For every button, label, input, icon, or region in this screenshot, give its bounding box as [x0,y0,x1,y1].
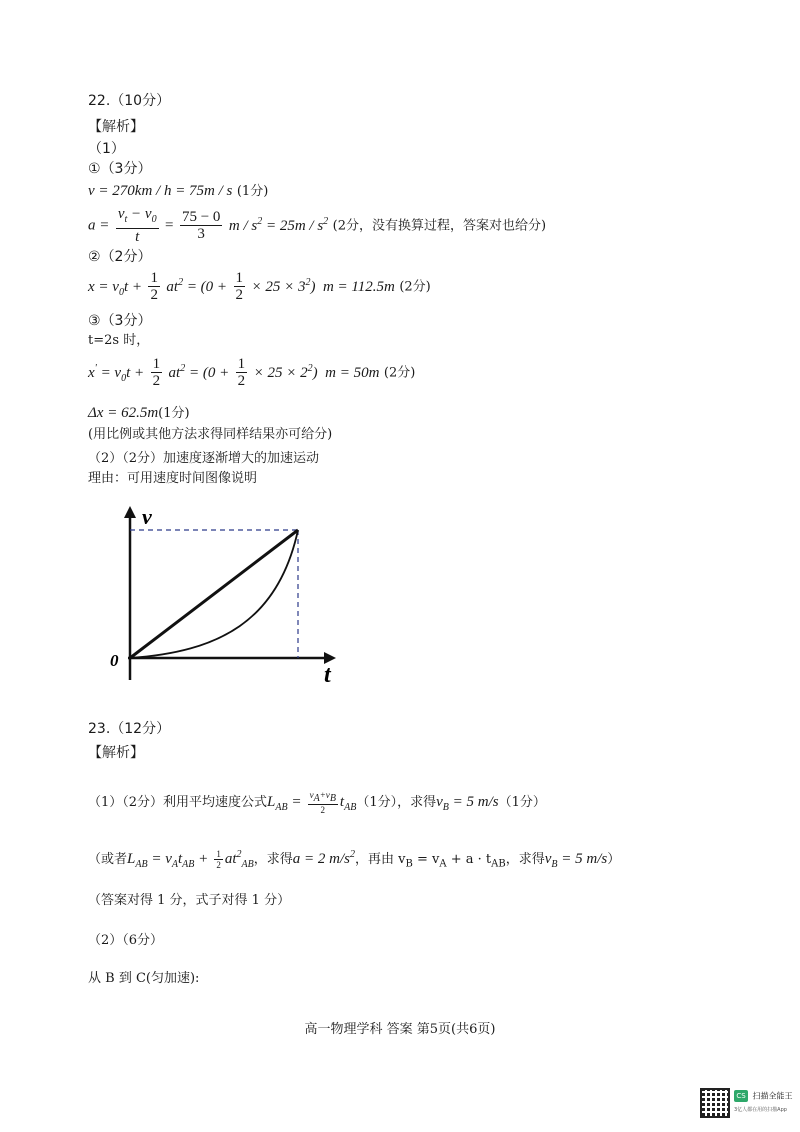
velocity-points: (1分) [236,184,269,199]
alt-acceleration: a = 2 $m/s^2$ [292,849,355,867]
page-footer: 高一物理学科 答案 第5页(共6页) [304,1022,496,1037]
step2-marker: ② [88,249,101,265]
q23-heading: 23.（12分） [88,721,171,737]
displacement-2s-result: × $25 \times 2^2$) m = 50m [253,362,380,381]
step2-points: （2分） [100,249,152,265]
displacement-formula: $x = v_0t$ + $\frac{1}{2}$ $at^2 = (0$ + $\frac{1}{2}$ × $25 \times 3^2$) m = 112.5m (2分) [88,270,431,303]
step3-points: （3分） [100,313,152,329]
q22-part2: （2）（2分）加速度逐渐增大的加速运动 [88,451,320,466]
q22-reason: 理由：可用速度时间图像说明 [88,471,258,486]
q22-analysis-label: 【解析】 [88,119,144,135]
delta-x-value: Δx = 62.5m [88,405,159,421]
accel-fraction-symbolic: $\frac{v_t - v_0}{t}$ [117,206,157,245]
velocity-conversion [88,182,268,201]
t-axis-label: t [324,662,331,688]
q23-score-note: （答案对得 1 分，式子对得 1 分） [88,893,291,908]
brand-tagline: 3亿人都在用的扫描App [734,1107,787,1113]
acceleration-formula: a = $\frac{v_t - v_0}{t}$ = $\frac{75 - 0}{3}$ $m / s^2 = 25m / s^2$ (2分，没有换算过程，答案对也给分) [88,206,547,245]
velocity-time-graph [108,502,348,702]
average-velocity-fraction: $\frac{v_A+v_B}{2}$ [309,790,336,815]
q23-part1: （1）（2分）利用平均速度公式$L_{AB}$ = $\frac{v_A+v_B}{2}$ $t_{AB}(1$分），求得$v_B = 5$ m/s（1分） [88,790,546,815]
half-fraction-3: $\frac{1}{2}$ [152,356,161,389]
half-fraction-4: $\frac{1}{2}$ [237,356,246,389]
brand-name: 扫描全能王 [752,1091,793,1101]
accel-lhs: a = [88,217,110,234]
accel-result: $m / s^2 = 25m / s^2$ [228,215,329,234]
average-velocity-formula: $L_{AB}$ = [267,793,302,813]
delta-x [88,404,190,423]
alt-vb-result: $v_B = 5$ m/s [544,851,608,870]
q22-heading: 22.（10分） [88,93,171,109]
step3-marker: ③ [88,313,101,329]
vb-result: $v_B = 5$ m/s [436,793,499,813]
q23-part2: （2）（6分） [88,933,164,948]
velocity-equation: v = 270km / h = 75m / s [88,183,233,199]
q22-part1-label: （1） [88,141,125,157]
displacement-2s-formula: $x' = v_0t$ + $\frac{1}{2}$ $at^2 = (0$ + $\frac{1}{2}$ × $25 \times 2^2$) m = 50m (2分) [88,356,416,389]
half-fraction: $\frac{1}{2}$ [150,270,158,303]
displacement-points: (2分) [399,279,431,295]
v-axis-label: v [142,504,152,529]
uniform-acceleration-line [130,530,298,658]
q22-step1 [88,160,151,178]
brand-badge: CS [734,1090,748,1102]
origin-label: 0 [110,651,119,670]
accel-note: (2分，没有换算过程，答案对也给分) [332,218,547,234]
q23-analysis-label: 【解析】 [88,745,144,761]
q23-b-to-c: 从 B 到 C(匀加速): [88,971,200,986]
delta-x-points: (1分) [158,406,190,421]
accel-fraction-numeric: $\frac{75 - 0}{3}$ [181,209,221,242]
half-fraction-2: $\frac{1}{2}$ [235,270,244,303]
q22-step2 [88,248,151,266]
qr-code-icon [700,1088,730,1118]
displacement-result: × $25 \times 3^2$) m = 112.5m [251,276,395,295]
alt-half-fraction: $\frac{1}{2}$ [216,849,221,870]
alternative-method-note: (用比例或其他方法求得同样结果亦可给分) [88,427,333,442]
v-axis-arrow [124,506,136,518]
scanner-watermark [734,1088,794,1114]
q23-alternative: （或者$L_{AB} = v_At_{AB}$ + $\frac{1}{2}$ $at^2_{AB}$，求得a = 2 $m/s^2$，再由 $v_B = v_A + a \cdot t_{AB}$，求得$v_B = 5$ m/s） [88,849,621,870]
time-condition: t=2s 时， [88,333,150,348]
displacement-2s-points: (2分) [383,365,416,381]
step1-marker: ① [88,161,101,177]
step1-points: （3分） [100,161,152,177]
q22-step3 [88,312,151,330]
